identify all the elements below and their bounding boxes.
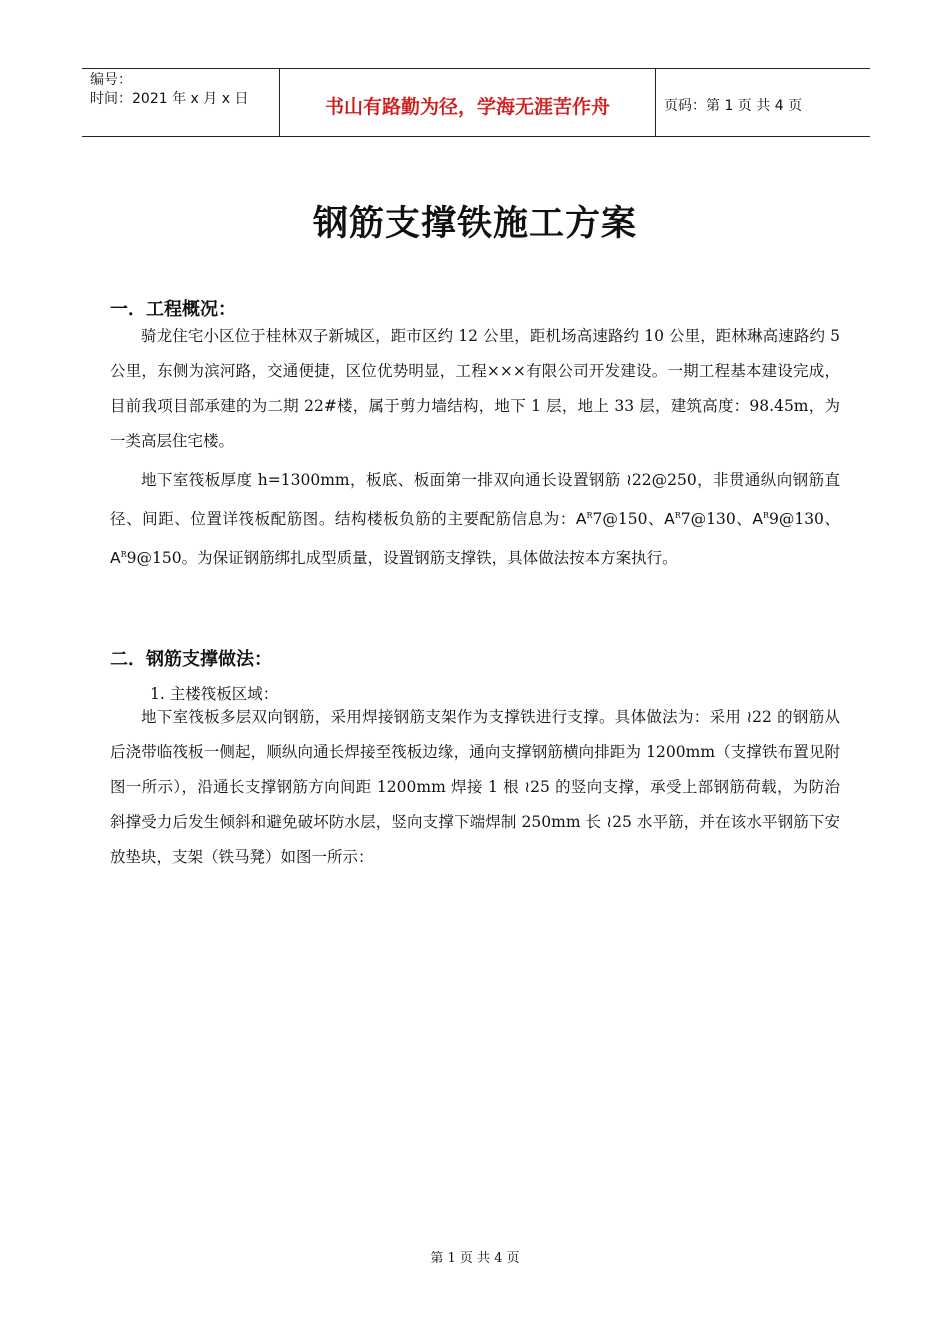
para-2-conclusion: 为保证钢筋绑扎成型质量，设置钢筋支撑铁，具体做法按本方案执行。 bbox=[197, 549, 678, 568]
rebar-spec-3: 9@130、 bbox=[768, 510, 840, 529]
rebar-spec-4: 9@150。 bbox=[126, 549, 198, 568]
header-motto: 书山有路勤为径，学海无涯苦作舟 bbox=[280, 69, 656, 136]
rebar-grade-letter: A bbox=[664, 510, 675, 529]
rebar-grade-letter: A bbox=[110, 549, 121, 568]
header-page-info: 页码：第 1 页 共 4 页 bbox=[664, 97, 803, 114]
section-2-heading: 二．钢筋支撑做法： bbox=[110, 649, 272, 670]
section-2-paragraph-1: 地下室筏板多层双向钢筋，采用焊接钢筋支架作为支撑铁进行支撑。具体做法为：采用 ≀22 的钢筋从后浇带临筏板一侧起，顺纵向通长焊接至筏板边缘，通向支撑钢筋横向排距为 1200mm（支撑铁布置见附图一所示），沿通长支撑钢筋方向间距 1200mm 焊接 1 根 ≀25 的竖向支撑，承受上部钢筋荷载，为防治斜撑受力后发生倾斜和避免破坏防水层，竖向支撑下端焊制 250mm 长 ≀25 水平筋，并在该水平钢筋下安放垫块，支架（铁马凳）如图一所示： bbox=[110, 708, 840, 866]
section-2-subheading: 1. 主楼筏板区域： bbox=[150, 685, 279, 703]
page-header bbox=[82, 68, 870, 137]
header-meta bbox=[82, 69, 280, 136]
para-2-intro: 地下室筏板厚度 h=1300mm，板底、板面第一排双向通长设置钢筋 ≀22@250，非贯通纵向钢筋直径、间距、位置详筏板配筋图。结构楼板负筋的主要配筋信息为： bbox=[110, 471, 840, 529]
section-1-paragraph-2 bbox=[110, 462, 840, 576]
rebar-grade-sup: R bbox=[762, 511, 769, 520]
section-1-paragraph-1: 骑龙住宅小区位于桂林双子新城区，距市区约 12 公里，距机场高速路约 10 公里，距林琳高速路约 5 公里，东侧为滨河路，交通便捷，区位优势明显，工程×××有限公司开发建设。一期工程基本建设完成，目前我项目部承建的为二期 22#楼，属于剪力墙结构，地下 1 层，地上 33 层，建筑高度：98.45m，为一类高层住宅楼。 bbox=[110, 327, 840, 450]
rebar-grade-sup: R bbox=[586, 511, 593, 520]
page-footer: 第 1 页 共 4 页 bbox=[430, 1251, 520, 1266]
rebar-spec-1: 7@150、 bbox=[592, 510, 665, 529]
rebar-grade-sup: R bbox=[120, 550, 127, 560]
date-text: 时间：2021 年 x 月 x 日 bbox=[90, 91, 249, 107]
rebar-grade-sup: R bbox=[674, 511, 681, 520]
rebar-grade-letter: A bbox=[752, 510, 763, 529]
serial-label: 编号： bbox=[90, 72, 132, 88]
rebar-grade-letter: A bbox=[575, 510, 587, 529]
section-1-heading: 一．工程概况： bbox=[110, 299, 236, 320]
document-title: 钢筋支撑铁施工方案 bbox=[312, 203, 637, 244]
rebar-spec-2: 7@130、 bbox=[680, 510, 753, 529]
